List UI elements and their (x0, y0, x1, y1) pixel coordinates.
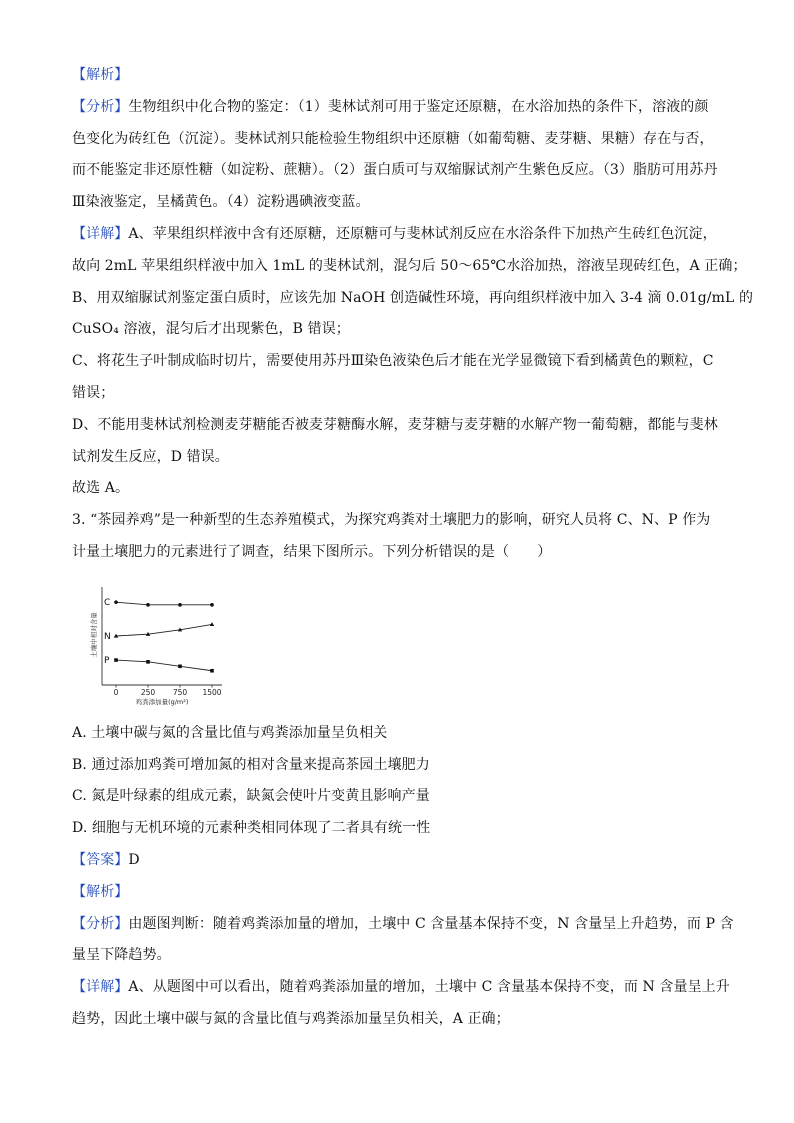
jiexi-heading-2: 【解析】 (72, 883, 129, 900)
data-point-c (146, 603, 150, 607)
x-tick-label: 750 (172, 687, 188, 697)
x-tick-label: 1500 (202, 687, 222, 697)
x-ticks-group (114, 685, 222, 697)
xiangjie-line: 趋势，因此土壤中碳与氮的含量比值与鸡粪添加量呈负相关，A 正确； (72, 1010, 510, 1027)
series-line-p (116, 660, 212, 671)
xiangjie-line: B、用双缩脲试剂鉴定蛋白质时，应该先加 NaOH 创造碱性环境，再向组织样液中加入 3-4 滴 0.01g/mL 的 (72, 289, 754, 306)
series-label-n: N (104, 631, 111, 642)
document-page (72, 60, 754, 1036)
question-stem-line: 计量土壤肥力的元素进行了调查，结果下图所示。下列分析错误的是（ ） (72, 543, 552, 560)
fenxi-tag-2: 【分析】 (72, 915, 129, 932)
question-stem-line: 3. “茶园养鸡”是一种新型的生态养殖模式，为探究鸡粪对土壤肥力的影响，研究人员将 C、N、P 作为 (72, 512, 711, 529)
fenxi-paragraph-2 (72, 909, 734, 973)
data-point-c (114, 600, 118, 604)
xiangjie-line: CuSO₄ 溶液，混匀后才出现紫色，B 错误； (72, 321, 350, 338)
question-3-options (72, 718, 722, 845)
fenxi-paragraph-1 (72, 92, 722, 219)
data-point-p (114, 658, 118, 662)
xiangjie-line: D、不能用斐林试剂检测麦芽糖能否被麦芽糖酶水解，麦芽糖与麦芽糖的水解产物一葡萄糖，都能与斐林 (72, 416, 718, 433)
fenxi-line: 量呈下降趋势。 (72, 947, 171, 964)
fenxi-line: 而不能鉴定非还原性糖（如淀粉、蔗糖）。（2）蛋白质可与双缩脲试剂产生紫色反应。（3）脂肪可用苏丹 (72, 162, 718, 179)
series-label-p: P (104, 655, 110, 666)
fenxi-line: Ⅲ染液鉴定，呈橘黄色。（4）淀粉遇碘液变蓝。 (72, 194, 370, 211)
xiangjie-line: 故选 A。 (72, 480, 130, 497)
question-3-stem (72, 505, 722, 569)
data-point-c (210, 603, 214, 607)
option-a: A. 土壤中碳与氮的含量比值与鸡粪添加量呈负相关 (72, 724, 388, 741)
xiangjie-line: 故向 2mL 苹果组织样液中加入 1mL 的斐林试剂，混匀后 50～65℃水浴加热，溶液呈现砖红色，A 正确； (72, 257, 747, 274)
fenxi-line: 由题图判断：随着鸡粪添加量的增加，土壤中 C 含量基本保持不变，N 含量呈上升趋势，而 P 含 (128, 915, 734, 932)
series-line-n (116, 624, 212, 636)
xiangjie-tag: 【详解】 (72, 225, 129, 242)
xiangjie-line: A、从题图中可以看出，随着鸡粪添加量的增加，土壤中 C 含量基本保持不变，而 N 含量呈上升 (128, 979, 730, 996)
data-point-p (178, 664, 182, 668)
line-chart (84, 577, 244, 712)
series-label-c: C (104, 597, 111, 608)
x-tick-label: 0 (113, 687, 119, 697)
series-group (104, 598, 214, 672)
data-point-n (210, 622, 214, 626)
xiangjie-paragraph-2 (72, 972, 730, 1036)
series-line-c (116, 602, 212, 605)
data-point-p (210, 669, 214, 673)
xiangjie-tag-2: 【详解】 (72, 979, 129, 996)
xiangjie-line: C、将花生子叶制成临时切片，需要使用苏丹Ⅲ染色液染色后才能在光学显微镜下看到橘黄色的颗粒，C (72, 353, 714, 370)
option-d: D. 细胞与无机环境的元素种类相同体现了二者具有统一性 (72, 820, 431, 837)
answer-value: D (128, 851, 140, 868)
jiexi-heading: 【解析】 (72, 67, 129, 83)
option-b: B. 通过添加鸡粪可增加氮的相对含量来提高茶园土壤肥力 (72, 756, 430, 773)
fenxi-tag: 【分析】 (72, 98, 129, 115)
xiangjie-line: 试剂发生反应，D 错误。 (72, 448, 229, 465)
fenxi-line: 色变化为砖红色（沉淀）。斐林试剂只能检验生物组织中还原糖（如葡萄糖、麦芽糖、果糖）存在与否， (72, 130, 714, 147)
xiangjie-line: 错误； (72, 384, 115, 401)
soil-element-chart (84, 577, 244, 712)
answer-tag: 【答案】 (72, 851, 129, 868)
xiangjie-paragraph-1 (72, 219, 754, 505)
data-point-c (178, 603, 182, 607)
y-axis-label: 土壤中相对含量 (90, 612, 98, 658)
xiangjie-line: A、苹果组织样液中含有还原糖，还原糖可与斐林试剂反应在水浴条件下加热产生砖红色沉淀， (128, 225, 717, 242)
fenxi-line: 生物组织中化合物的鉴定：（1）斐林试剂可用于鉴定还原糖，在水浴加热的条件下，溶液的颜 (128, 98, 709, 115)
data-point-p (146, 660, 150, 664)
x-tick-label: 250 (140, 687, 156, 697)
answer-line (72, 845, 722, 877)
x-axis-label: 鸡粪添加量(g/m²) (135, 697, 189, 706)
option-c: C. 氮是叶绿素的组成元素，缺氮会使叶片变黄且影响产量 (72, 788, 430, 805)
